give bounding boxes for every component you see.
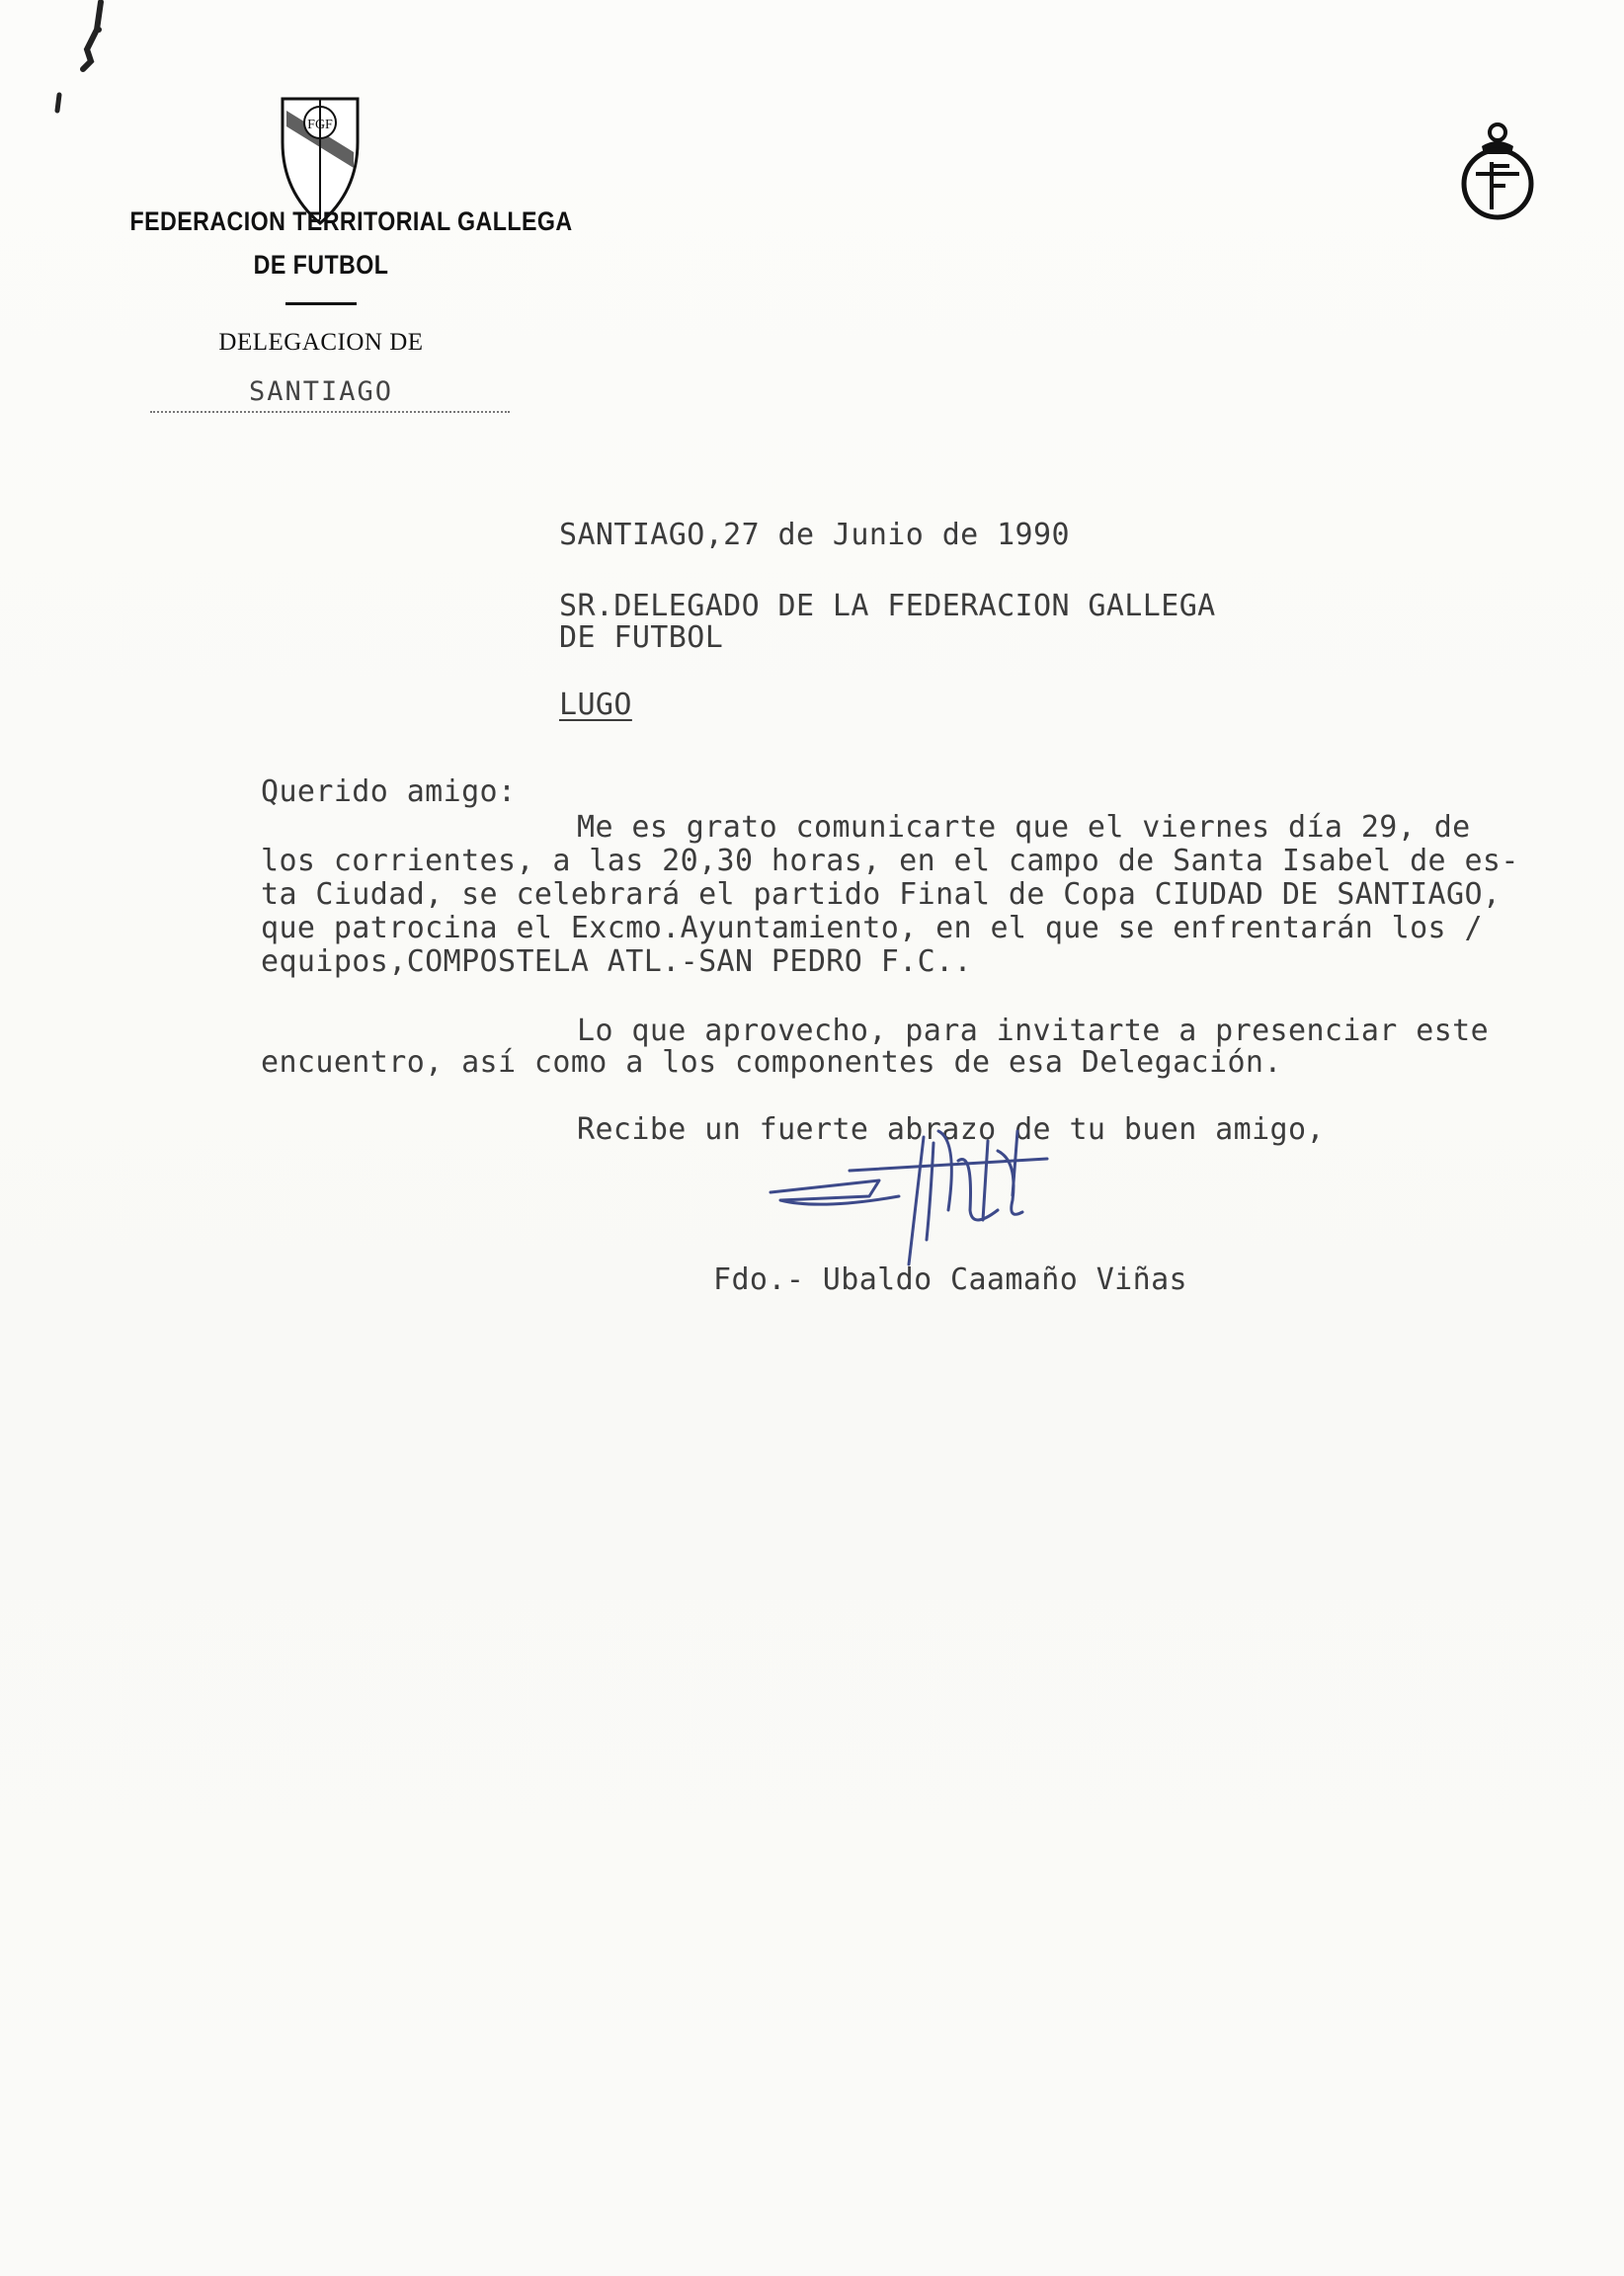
recipient-line1: SR.DELEGADO DE LA FEDERACION GALLEGA [559,589,1216,623]
delegation-city: SANTIAGO [248,376,394,407]
federation-name [129,200,573,286]
paragraph2-line: Lo que aprovecho, para invitarte a presenciar este [577,1014,1490,1048]
recipient-city: LUGO [559,688,632,722]
paragraph2-line: encuentro, así como a los componentes de esa Delegación. [261,1045,1282,1080]
closing-line: Recibe un fuerte abrazo de tu buen amigo, [577,1112,1325,1147]
paragraph1-line: que patrocina el Excmo.Ayuntamiento, en el que se enfrentarán los / [261,911,1483,945]
paragraph1-line: los corrientes, a las 20,30 horas, en el campo de Santa Isabel de es- [261,844,1519,878]
paragraph1-line: equipos,COMPOSTELA ATL.-SAN PEDRO F.C.. [261,944,972,979]
rfef-emblem-lettering: RFEF [1496,227,1500,228]
salutation: Querido amigo: [261,774,517,809]
paragraph1-line: ta Ciudad, se celebrará el partido Final de Copa CIUDAD DE SANTIAGO, [261,877,1502,912]
letterhead [99,89,573,413]
federation-name-line1: FEDERACION TERRITORIAL GALLEGA [129,206,573,236]
federation-name-line2: DE FUTBOL [253,250,389,280]
signatory-name: Fdo.- Ubaldo Caamaño Viñas [713,1262,1187,1297]
rfef-emblem-logo [1456,111,1539,229]
delegation-dotted-line [150,411,510,413]
letterhead-divider [285,302,357,305]
shield-logo-lettering: FGF [307,118,333,132]
paragraph1-line: Me es grato comunicarte que el viernes día 29, de [577,810,1471,845]
delegation-label: DELEGACION DE [218,329,424,356]
handwritten-signature [761,1101,1077,1274]
letter-date: SANTIAGO,27 de Junio de 1990 [559,518,1070,552]
recipient-line2: DE FUTBOL [559,620,724,655]
